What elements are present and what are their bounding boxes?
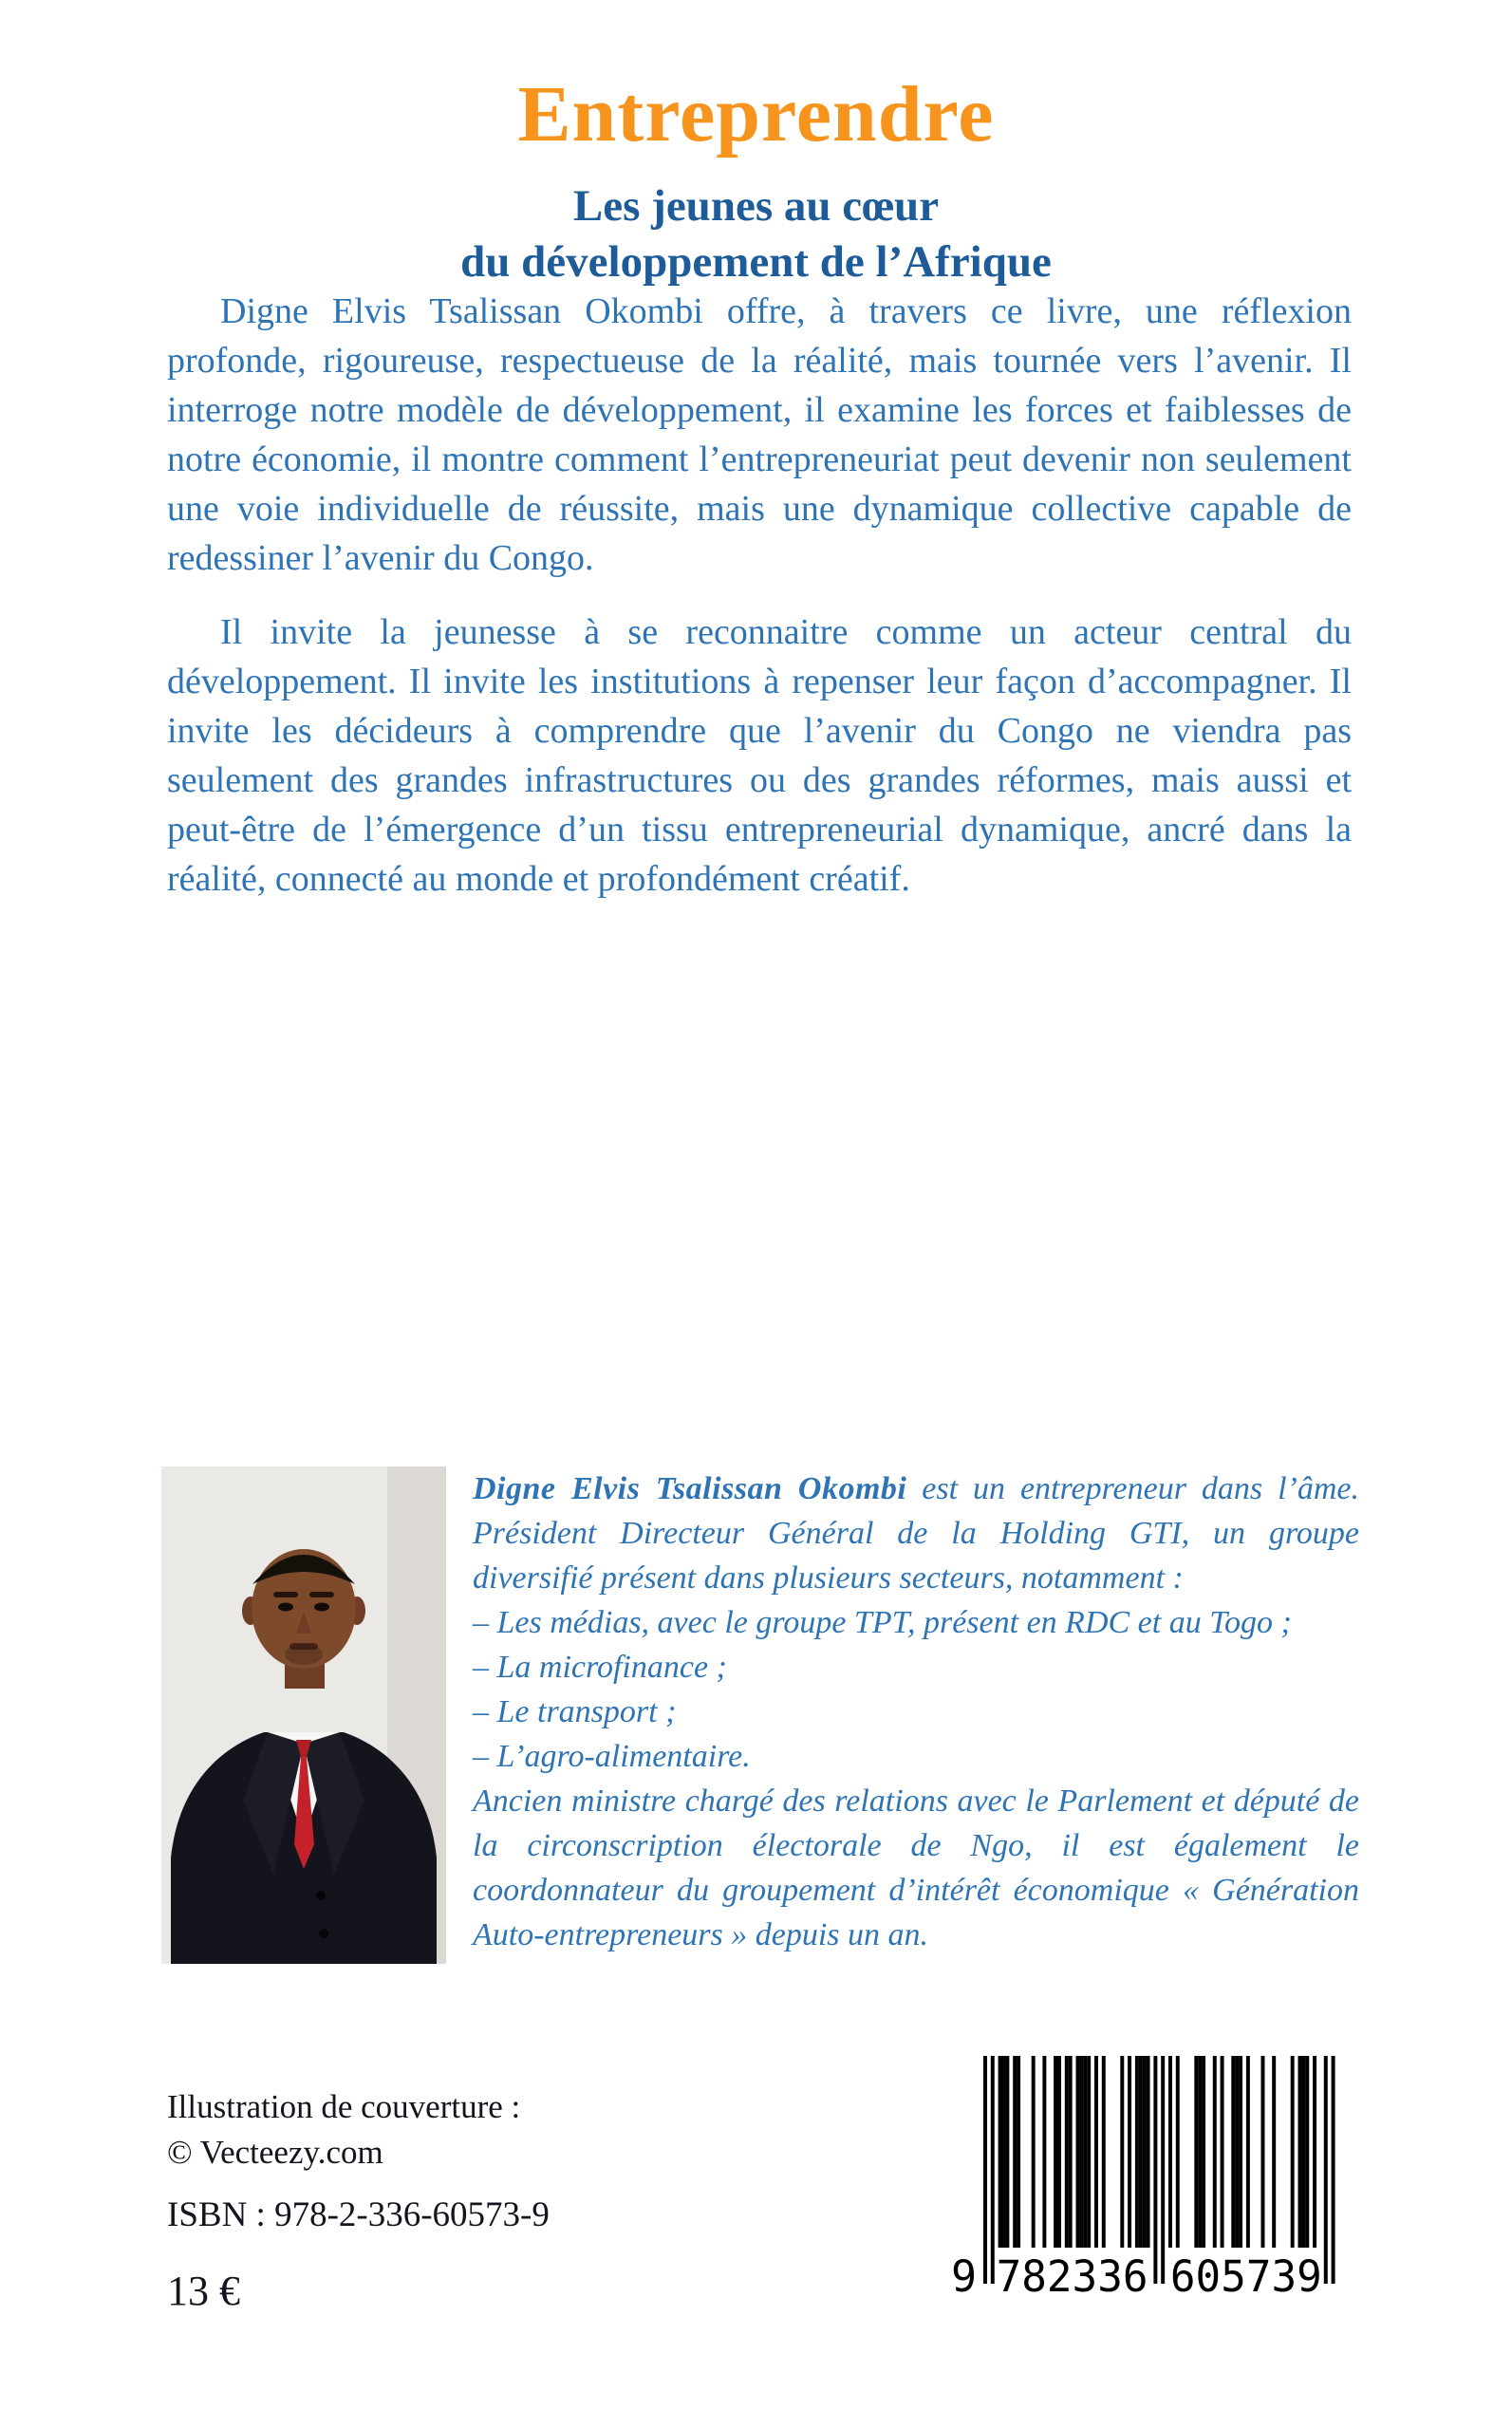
price-text: 13 €: [167, 2268, 240, 2314]
author-bio-section: [161, 1466, 1359, 1964]
illustration-credit-line-2: © Vecteezy.com: [167, 2134, 383, 2171]
barcode-svg: [949, 2056, 1352, 2299]
subtitle-line-2: du développement de l’Afrique: [460, 237, 1052, 287]
description-block: [167, 287, 1352, 928]
barcode-digits-left: 782336: [996, 2251, 1148, 2299]
author-bio-text: [473, 1466, 1359, 1957]
bio-list-item-2: – La microfinance ;: [473, 1650, 727, 1685]
description-paragraph-2: Il invite la jeunesse à se reconnaitre comme un acteur central du développement. Il invite les institutions à repenser leur façon d’accompagner. Il invite les décideurs à comprendre que l’avenir du Congo ne viendra pas seulement des grandes infrastructures ou des grandes réformes, mais aussi et peut-être de l’émergence d’un tissu entrepreneurial dynamique, ancré dans la réalité, connecté au monde et profondément créatif.: [167, 612, 1352, 899]
book-subtitle: [0, 178, 1512, 290]
bio-intro-rest: est un entrepreneur dans l’âme. Président Directeur Général de la Holding GTI, un groupe diversifié présent dans plusieurs secteurs, notamment :: [473, 1471, 1359, 1596]
author-photo: [161, 1466, 446, 1964]
author-portrait-illustration: [161, 1466, 446, 1964]
isbn-text: ISBN : 978-2-336-60573-9: [167, 2195, 550, 2234]
subtitle-line-1: Les jeunes au cœur: [572, 181, 940, 231]
barcode-digits-right: 605739: [1169, 2251, 1322, 2299]
illustration-credit-line-1: Illustration de couverture :: [167, 2088, 521, 2125]
illustration-credit: [167, 2084, 520, 2176]
description-paragraph-1: Digne Elvis Tsalissan Okombi offre, à travers ce livre, une réflexion profonde, rigoureuse, respectueuse de la réalité, mais tournée vers l’avenir. Il interroge notre modèle de développement, il examine les forces et faiblesses de notre économie, il montre comment l’entrepreneuriat peut devenir non seulement une voie individuelle de réussite, mais une dynamique collective capable de redessiner l’avenir du Congo.: [167, 291, 1352, 578]
bio-list-item-4: – L’agro-alimentaire.: [473, 1739, 751, 1774]
book-title: Entreprendre: [517, 70, 995, 159]
barcode: [949, 2056, 1352, 2299]
bio-list-item-1: – Les médias, avec le groupe TPT, présent en RDC et au Togo ;: [473, 1605, 1292, 1640]
bio-intro: [473, 1466, 1359, 1600]
bio-list-item-3: – Le transport ;: [473, 1694, 677, 1729]
barcode-digit-first: 9: [951, 2251, 978, 2299]
bio-author-name: Digne Elvis Tsalissan Okombi: [473, 1471, 907, 1506]
bio-outro: Ancien ministre chargé des relations avec le Parlement et député de la circonscription électorale de Ngo, il est également le coordonnateur du groupement d’intérêt économique « Génération Auto-entrepreneurs » depuis un an.: [473, 1783, 1359, 1952]
